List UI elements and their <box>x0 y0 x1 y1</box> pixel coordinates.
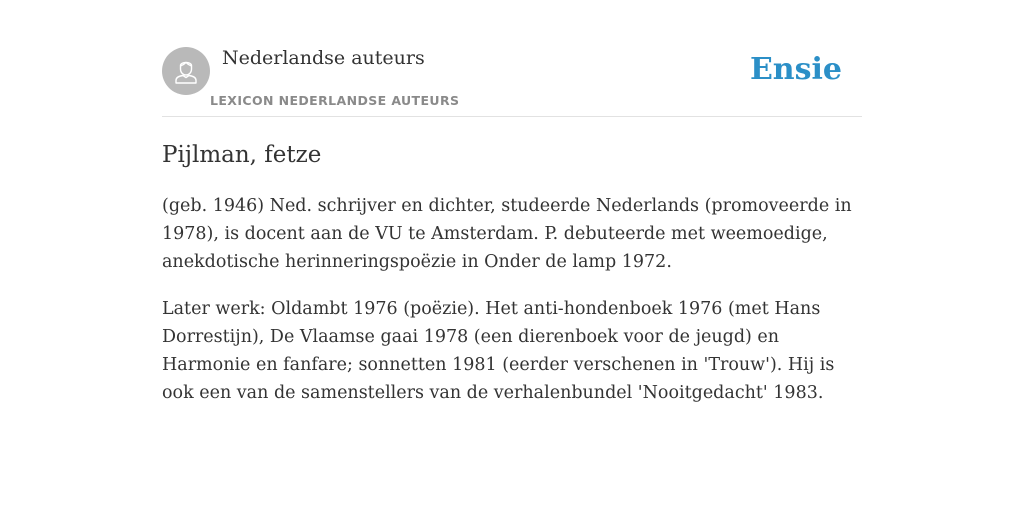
header <box>162 0 862 117</box>
article-body <box>162 192 862 426</box>
user-icon <box>171 56 201 86</box>
author-name[interactable]: Nederlandse auteurs <box>222 47 425 69</box>
article-title: Pijlman, fetze <box>162 142 322 168</box>
avatar[interactable] <box>162 47 210 95</box>
article-paragraph: Later werk: Oldambt 1976 (poëzie). Het anti-hondenboek 1976 (met Hans Dorrestijn), De Vlaamse gaai 1978 (een dierenboek voor de jeugd) en Harmonie en fanfare; sonnetten 1981 (eerder verschenen in 'Trouw'). Hij is ook een van de samenstellers van de verhalenbundel 'Nooitgedacht' 1983. <box>162 299 835 403</box>
article-paragraph: (geb. 1946) Ned. schrijver en dichter, studeerde Nederlands (promoveerde in 1978), is docent aan de VU te Amsterdam. P. debuteerde met weemoedige, anekdotische herinneringspoëzie in Onder de lamp 1972. <box>162 196 852 272</box>
brand-logo[interactable]: Ensie <box>749 52 842 87</box>
lexicon-subtitle[interactable]: LEXICON NEDERLANDSE AUTEURS <box>210 93 460 108</box>
